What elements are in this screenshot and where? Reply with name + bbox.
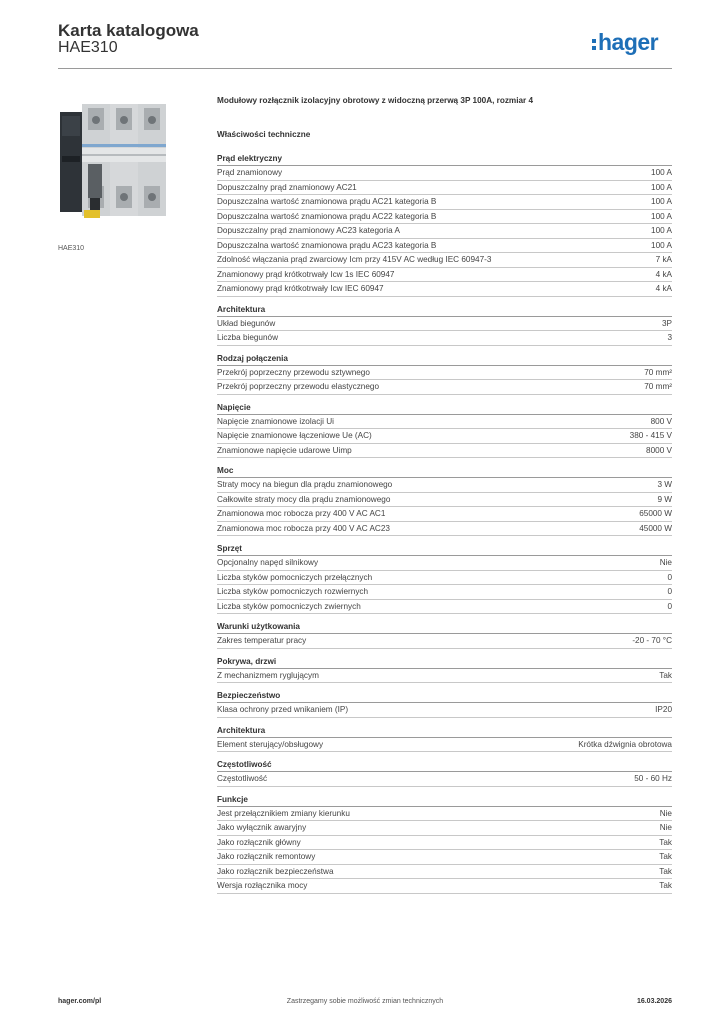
spec-label: Układ biegunów bbox=[217, 318, 276, 328]
spec-value: 70 mm² bbox=[644, 367, 672, 377]
spec-value: 7 kA bbox=[655, 255, 672, 264]
spec-label: Jako rozłącznik bezpieczeństwa bbox=[217, 866, 334, 876]
section-title: Bezpieczeństwo bbox=[217, 689, 672, 703]
spec-section bbox=[217, 793, 672, 894]
spec-value: 45000 W bbox=[639, 523, 672, 533]
section-title: Rodzaj połączenia bbox=[217, 352, 672, 366]
spec-label: Dopuszczalny prąd znamionowy AC23 kategoria A bbox=[217, 226, 400, 235]
section-title: Prąd elektryczny bbox=[217, 152, 672, 166]
spec-value: 0 bbox=[667, 572, 672, 582]
spec-section bbox=[217, 655, 672, 684]
spec-row bbox=[217, 807, 672, 822]
spec-value: 65000 W bbox=[639, 509, 672, 518]
spec-row bbox=[217, 380, 672, 395]
spec-label: Element sterujący/obsługowy bbox=[217, 739, 324, 749]
spec-row bbox=[217, 669, 672, 684]
spec-value: 100 A bbox=[651, 226, 672, 235]
spec-row bbox=[217, 331, 672, 346]
logo-text: hager bbox=[598, 28, 659, 55]
section-title: Napięcie bbox=[217, 401, 672, 415]
spec-label: Dopuszczalny prąd znamionowy AC21 bbox=[217, 182, 357, 192]
spec-value: Tak bbox=[659, 670, 672, 680]
section-title: Moc bbox=[217, 464, 672, 478]
spec-section bbox=[217, 303, 672, 346]
spec-row bbox=[217, 850, 672, 865]
spec-row bbox=[217, 634, 672, 649]
section-title: Architektura bbox=[217, 303, 672, 317]
spec-value: 50 - 60 Hz bbox=[634, 774, 672, 783]
header-divider bbox=[58, 68, 672, 69]
spec-row bbox=[217, 585, 672, 600]
spec-row bbox=[217, 571, 672, 586]
spec-label: Jako rozłącznik główny bbox=[217, 837, 301, 847]
spec-label: Liczba styków pomocniczych rozwiernych bbox=[217, 587, 369, 596]
spec-value: -20 - 70 °C bbox=[632, 636, 672, 645]
spec-label: Znamionowe napięcie udarowe Uimp bbox=[217, 445, 352, 455]
spec-value: Tak bbox=[659, 866, 672, 876]
spec-value: Nie bbox=[659, 808, 672, 818]
spec-section bbox=[217, 620, 672, 649]
spec-value: 4 kA bbox=[655, 284, 672, 293]
spec-section bbox=[217, 758, 672, 787]
spec-label: Dopuszczalna wartość znamionowa prądu AC21 kategoria B bbox=[217, 197, 437, 206]
page-title: Karta katalogowa bbox=[58, 21, 199, 40]
spec-label: Prąd znamionowy bbox=[217, 168, 283, 177]
spec-label: Znamionowa moc robocza przy 400 V AC AC23 bbox=[217, 523, 390, 533]
spec-label: Znamionowa moc robocza przy 400 V AC AC1 bbox=[217, 509, 386, 518]
spec-value: 0 bbox=[667, 587, 672, 596]
section-title: Architektura bbox=[217, 724, 672, 738]
spec-value: 100 A bbox=[651, 168, 672, 177]
spec-row bbox=[217, 556, 672, 571]
spec-section bbox=[217, 401, 672, 459]
spec-row bbox=[217, 772, 672, 787]
spec-row bbox=[217, 415, 672, 430]
spec-row bbox=[217, 703, 672, 718]
spec-value: Tak bbox=[659, 852, 672, 861]
spec-row bbox=[217, 429, 672, 444]
spec-value: Tak bbox=[659, 881, 672, 890]
spec-label: Klasa ochrony przed wnikaniem (IP) bbox=[217, 705, 349, 714]
spec-row bbox=[217, 865, 672, 880]
spec-row bbox=[217, 181, 672, 196]
spec-label: Przekrój poprzeczny przewodu elastycznego bbox=[217, 382, 380, 391]
spec-row bbox=[217, 836, 672, 851]
section-title: Pokrywa, drzwi bbox=[217, 655, 672, 669]
spec-label: Całkowite straty mocy dla prądu znamionowego bbox=[217, 494, 391, 504]
spec-row bbox=[217, 210, 672, 225]
spec-value: 0 bbox=[667, 601, 672, 611]
spec-section bbox=[217, 542, 672, 614]
spec-sections bbox=[217, 152, 672, 894]
spec-value: 4 kA bbox=[655, 269, 672, 279]
spec-label: Zakres temperatur pracy bbox=[217, 636, 307, 645]
section-title: Sprzęt bbox=[217, 542, 672, 556]
section-title: Częstotliwość bbox=[217, 758, 672, 772]
spec-section bbox=[217, 724, 672, 753]
spec-row bbox=[217, 478, 672, 493]
spec-content bbox=[217, 96, 672, 900]
spec-value: 3 bbox=[667, 333, 672, 342]
product-image bbox=[58, 96, 171, 240]
spec-row bbox=[217, 493, 672, 508]
spec-label: Straty mocy na biegun dla prądu znamionowego bbox=[217, 480, 393, 489]
spec-label: Napięcie znamionowe izolacji Ui bbox=[217, 416, 334, 426]
spec-row bbox=[217, 224, 672, 239]
spec-value: 9 W bbox=[657, 494, 672, 504]
spec-label: Jako rozłącznik remontowy bbox=[217, 852, 316, 861]
spec-value: 8000 V bbox=[646, 445, 672, 455]
spec-label: Przekrój poprzeczny przewodu sztywnego bbox=[217, 367, 370, 377]
spec-row bbox=[217, 507, 672, 522]
spec-label: Wersja rozłącznika mocy bbox=[217, 881, 308, 890]
spec-row bbox=[217, 268, 672, 283]
spec-value: IP20 bbox=[655, 705, 672, 714]
spec-row bbox=[217, 282, 672, 297]
spec-value: 100 A bbox=[651, 197, 672, 206]
spec-section bbox=[217, 689, 672, 718]
footer-notice: Zastrzegamy sobie możliwość zmian technicznych bbox=[286, 998, 444, 1005]
spec-value: 380 - 415 V bbox=[629, 431, 672, 440]
spec-value: Nie bbox=[659, 558, 672, 567]
spec-row bbox=[217, 444, 672, 459]
spec-row bbox=[217, 166, 672, 181]
hager-logo bbox=[592, 27, 658, 57]
logo-dots-icon bbox=[592, 39, 596, 50]
footer-date: 16.03.2026 bbox=[636, 998, 672, 1005]
product-code: HAE310 bbox=[58, 39, 118, 56]
spec-section bbox=[217, 152, 672, 297]
spec-label: Znamionowy prąd krótkotrwały Icw IEC 60947 bbox=[217, 284, 384, 293]
spec-label: Znamionowy prąd krótkotrwały Icw 1s IEC 60947 bbox=[217, 269, 395, 279]
spec-label: Jest przełącznikiem zmiany kierunku bbox=[217, 808, 350, 818]
spec-value: 70 mm² bbox=[644, 382, 672, 391]
spec-label: Opcjonalny napęd silnikowy bbox=[217, 558, 319, 567]
spec-row bbox=[217, 738, 672, 753]
spec-value: 3 W bbox=[657, 480, 672, 489]
section-title: Funkcje bbox=[217, 793, 672, 807]
spec-value: Krótka dźwignia obrotowa bbox=[578, 739, 672, 749]
spec-section bbox=[217, 352, 672, 395]
spec-label: Z mechanizmem ryglującym bbox=[217, 670, 319, 680]
spec-label: Napięcie znamionowe łączeniowe Ue (AC) bbox=[217, 431, 372, 440]
spec-label: Dopuszczalna wartość znamionowa prądu AC23 kategoria B bbox=[217, 240, 437, 250]
spec-row bbox=[217, 522, 672, 537]
spec-row bbox=[217, 195, 672, 210]
product-description: Modułowy rozłącznik izolacyjny obrotowy z widoczną przerwą 3P 100A, rozmiar 4 bbox=[217, 96, 534, 105]
section-title: Warunki użytkowania bbox=[217, 620, 672, 634]
spec-value: 100 A bbox=[651, 211, 672, 221]
footer-website-link[interactable]: hager.com/pl bbox=[58, 998, 102, 1005]
spec-value: 100 A bbox=[651, 240, 672, 250]
spec-value: Tak bbox=[659, 837, 672, 847]
spec-row bbox=[217, 600, 672, 615]
spec-value: 3P bbox=[661, 318, 672, 328]
technical-properties-title: Właściwości techniczne bbox=[217, 130, 311, 139]
spec-row bbox=[217, 879, 672, 894]
spec-row bbox=[217, 239, 672, 254]
spec-value: 100 A bbox=[651, 182, 672, 192]
spec-value: Nie bbox=[659, 823, 672, 832]
spec-label: Częstotliwość bbox=[217, 774, 268, 783]
spec-value: 800 V bbox=[650, 416, 672, 426]
spec-row bbox=[217, 366, 672, 381]
spec-label: Zdolność włączania prąd zwarciowy Icm przy 415V AC według IEC 60947-3 bbox=[217, 255, 492, 264]
spec-label: Liczba biegunów bbox=[217, 333, 278, 342]
spec-section bbox=[217, 464, 672, 536]
spec-label: Liczba styków pomocniczych przełącznych bbox=[217, 572, 373, 582]
spec-label: Liczba styków pomocniczych zwiernych bbox=[217, 601, 361, 611]
spec-row bbox=[217, 317, 672, 332]
spec-label: Dopuszczalna wartość znamionowa prądu AC22 kategoria B bbox=[217, 211, 437, 221]
image-caption: HAE310 bbox=[58, 245, 85, 252]
spec-row bbox=[217, 821, 672, 836]
spec-row bbox=[217, 253, 672, 268]
spec-label: Jako wyłącznik awaryjny bbox=[217, 823, 307, 832]
